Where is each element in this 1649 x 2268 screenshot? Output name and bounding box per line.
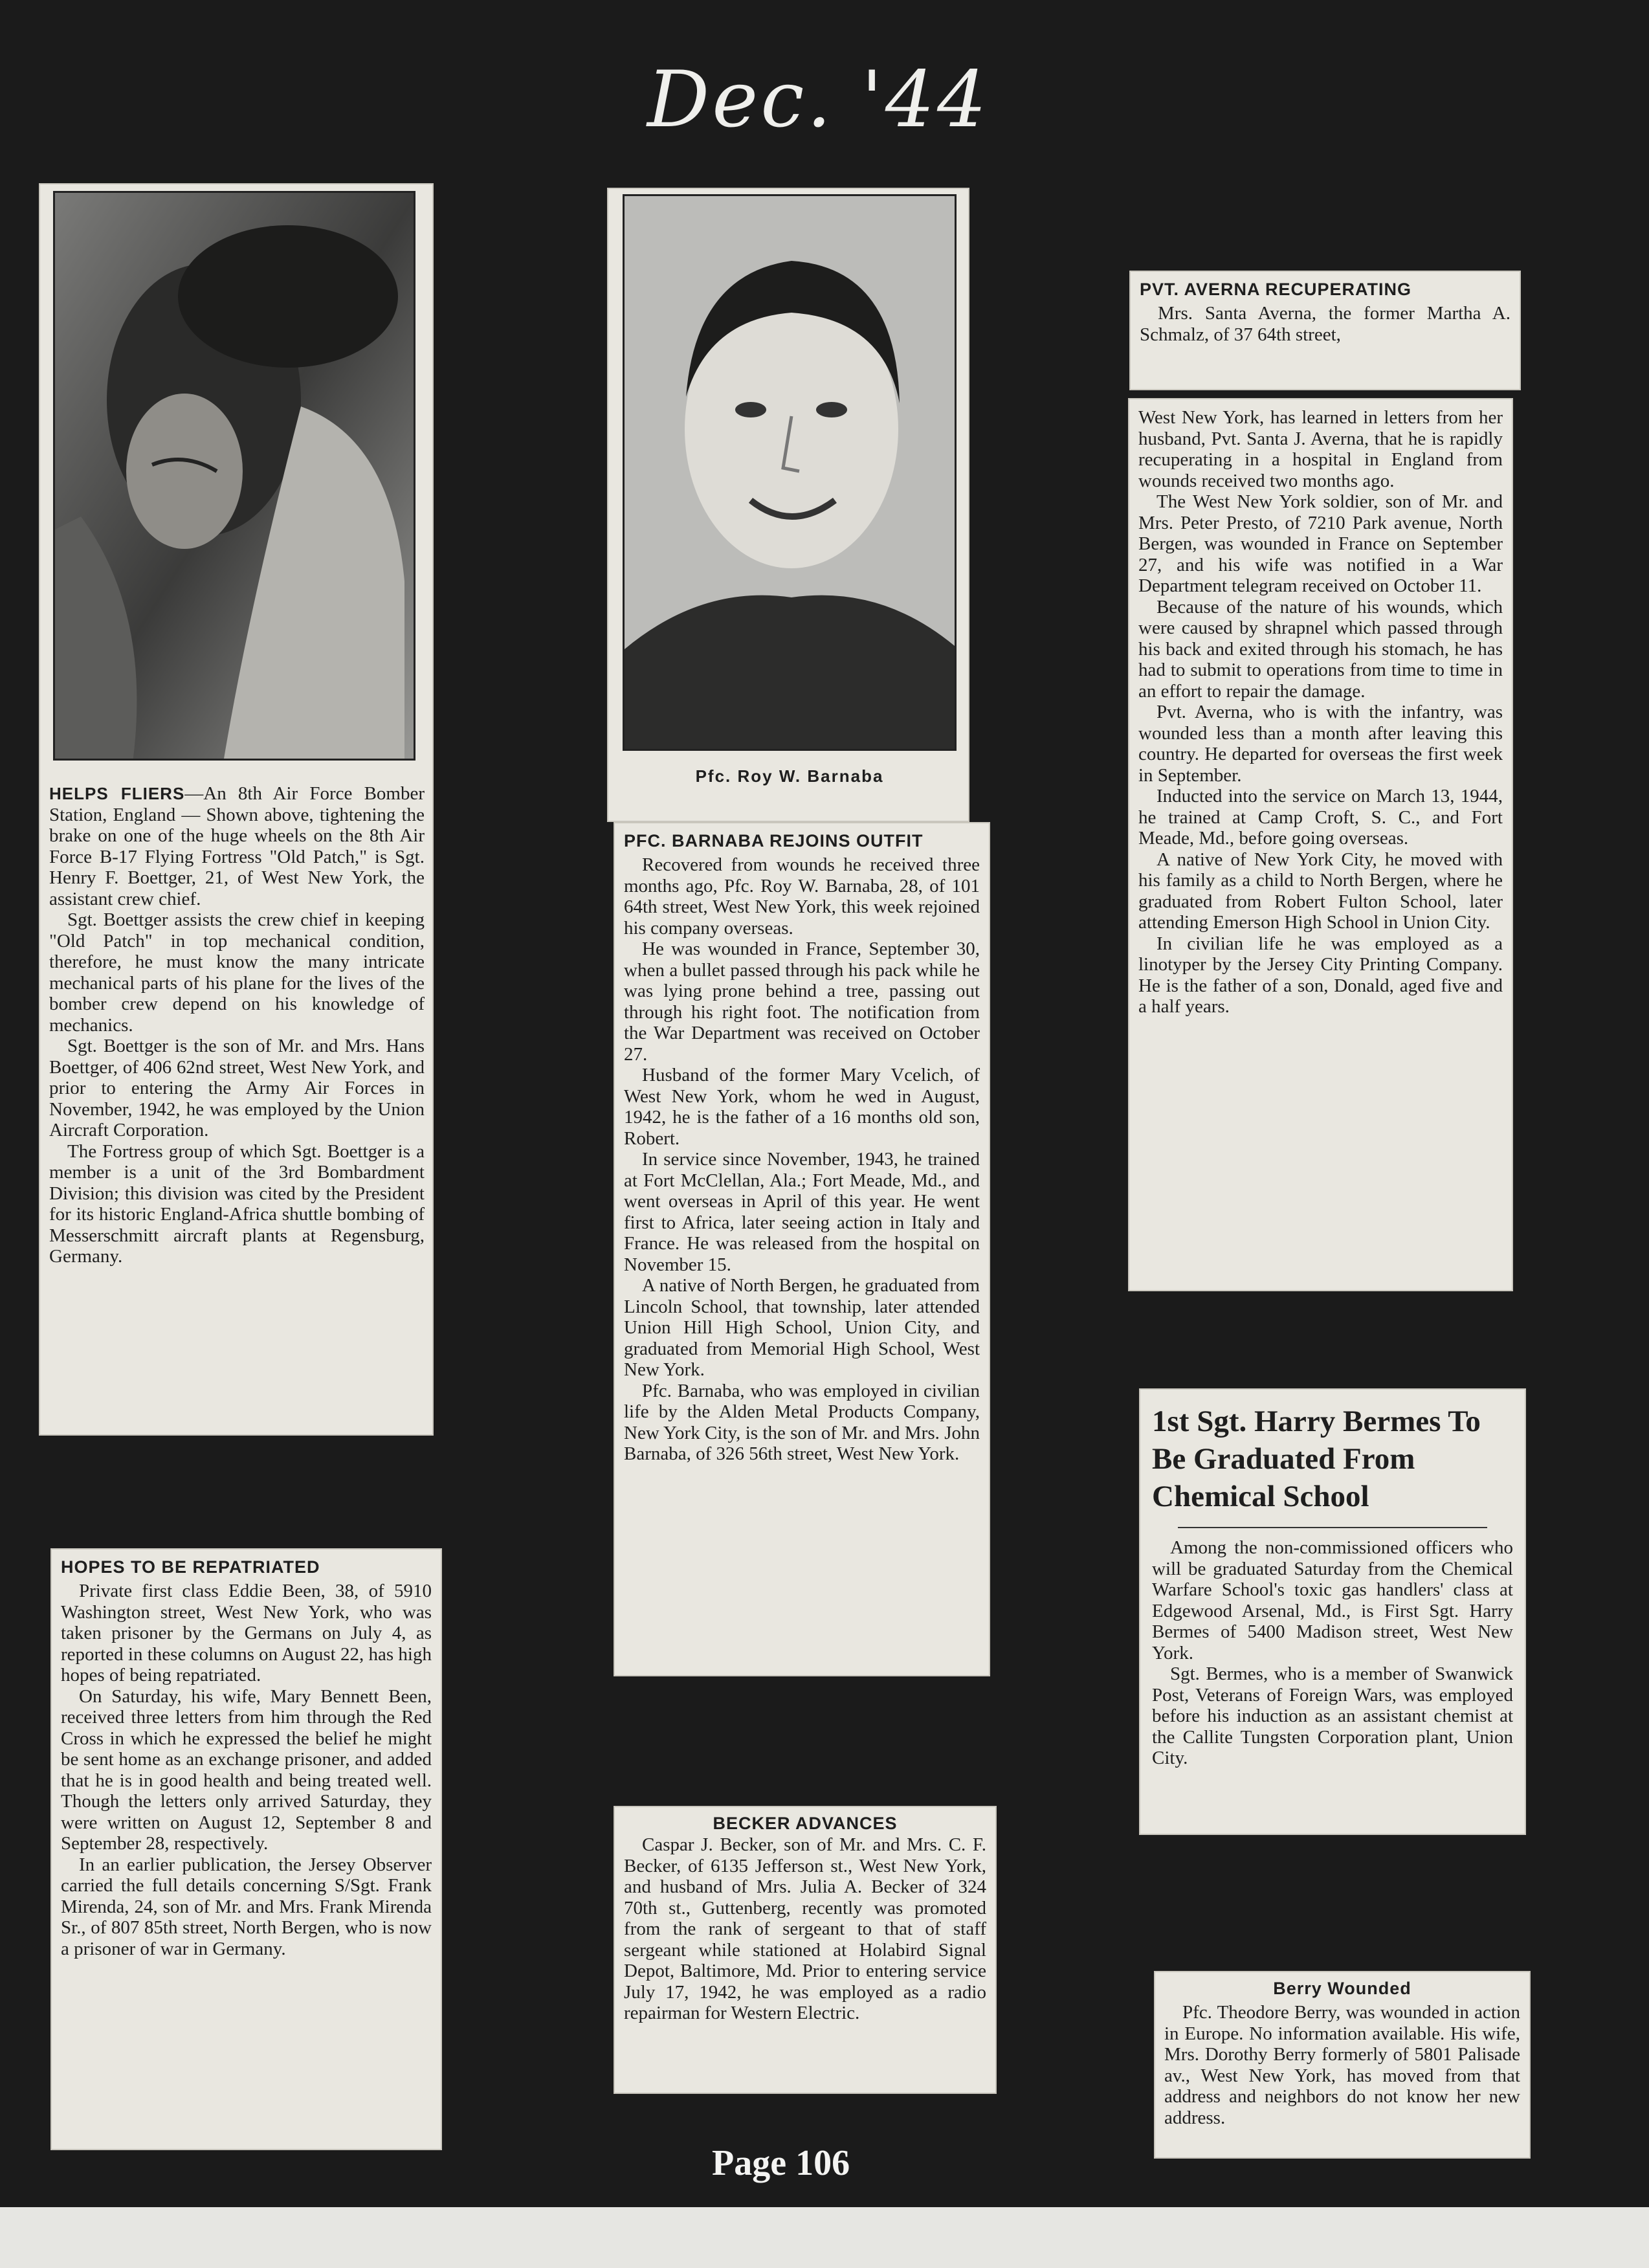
becker-paragraph-1: Caspar J. Becker, son of Mr. and Mrs. C. F. Becker, of 6135 Jefferson st., West New York, and husband of Mrs. Julia A. Becker of 324 70th st., Guttenberg, recently was promoted from the rank of sergeant to that of staff sergeant while stationed at Holabird Signal Depot, Baltimore, Md. Prior to entering service July 17, 1942, he was employed as a radio repairman for Western Electric. [624,1834,986,2023]
averna-article [1128,398,1513,1291]
becker-headline: BECKER ADVANCES [713,1814,898,1833]
averna-paragraph-3: Because of the nature of his wounds, which were caused by shrapnel which passed through his back and exited through his stomach, he has had to submit to operations from time to time in an effort to repair the damage. [1138,596,1503,702]
berry-paragraph-1: Pfc. Theodore Berry, was wounded in action in Europe. No information available. His wife, Mrs. Dorothy Berry formerly of 5801 Palisade av., West New York, has moved from that address and neighbors do not know her new address. [1164,2002,1520,2128]
averna-paragraph-4: Pvt. Averna, who is with the infantry, was wounded less than a month after leaving this country. He departed for overseas the first week in September. [1138,702,1503,786]
helps-fliers-paragraph-2: Sgt. Boettger assists the crew chief in keeping "Old Patch" in top mechanical condition, therefore, he must know the many intricate mechanical parts of his plane for the lives of the bomber crew depend on his knowledge of mechanics. [49,909,425,1036]
barnaba-photo [623,194,957,751]
averna-headline: PVT. AVERNA RECUPERATING [1140,280,1412,299]
averna-paragraph-1: West New York, has learned in letters from her husband, Pvt. Santa J. Averna, that he is rapidly recuperating in a hospital in England from wounds received two months ago. [1138,407,1503,491]
been-article [50,1548,442,2150]
barnaba-photo-image [625,196,957,751]
date-note: Dec. '44 [647,55,990,145]
bermes-headline: 1st Sgt. Harry Bermes To Be Graduated From Chemical School [1152,1405,1481,1513]
barnaba-paragraph-6: Pfc. Barnaba, who was employed in civilian life by the Alden Metal Products Company, New York City, is the son of Mr. and Mrs. John Barnaba, of 326 56th street, West New York. [624,1380,980,1464]
bottom-paper-strip [0,2207,1649,2268]
boettger-photo [53,191,415,761]
barnaba-paragraph-1: Recovered from wounds he received three months ago, Pfc. Roy W. Barnaba, 28, of 101 64th street, West New York, this week rejoined his company overseas. [624,854,980,939]
bermes-article [1139,1388,1526,1835]
helps-fliers-lead: HELPS FLIERS [49,784,185,803]
becker-article [614,1806,997,2094]
page-number: Page 106 [712,2143,850,2183]
berry-article [1154,1971,1531,2159]
averna-paragraph-7: In civilian life he was employed as a linotyper by the Jersey City Printing Company. He is the father of a son, Donald, aged five and a half years. [1138,933,1503,1017]
barnaba-photo-clipping [607,188,969,822]
averna-header-clipping [1129,271,1521,390]
helps-fliers-paragraph-4: The Fortress group of which Sgt. Boettger is a member is a unit of the 3rd Bombardment Division; this division was cited by the President for its historic England-Africa shuttle bombing of Messerschmitt aircraft plants at Regensburg, Germany. [49,1140,425,1267]
bermes-paragraph-2: Sgt. Bermes, who is a member of Swanwick Post, Veterans of Foreign Wars, was employed before his induction as an assistant chemist at the Callite Tungsten Corporation plant, Union City. [1152,1663,1513,1768]
been-headline: HOPES TO BE REPATRIATED [61,1557,320,1577]
barnaba-paragraph-3: Husband of the former Mary Vcelich, of West New York, whom he wed in August, 1942, he is the father of a 16 months old son, Robert. [624,1065,980,1149]
averna-intro: Mrs. Santa Averna, the former Martha A. Schmalz, of 37 64th street, [1140,303,1511,345]
barnaba-paragraph-5: A native of North Bergen, he graduated from Lincoln School, that township, later attended Union Hill High School, Union City, and graduated from Memorial High School, West New York. [624,1275,980,1380]
barnaba-photo-caption: Pfc. Roy W. Barnaba [695,766,884,786]
boettger-photo-image [55,193,415,761]
barnaba-paragraph-4: In service since November, 1943, he trained at Fort McClellan, Ala.; Fort Meade, Md., and went overseas in April of this year. He went first to Africa, later seeing action in Italy and France. He was released from the hospital on November 15. [624,1149,980,1275]
boettger-clipping [39,183,434,1436]
been-paragraph-2: On Saturday, his wife, Mary Bennett Been, received three letters from him through the Red Cross in which he expressed the belief he might be sent home as an exchange prisoner, and added that he is in good health and being treated well. Though the letters only arrived Saturday, they were written on August 12, September 8 and September 28, respectively. [61,1685,432,1854]
been-paragraph-3: In an earlier publication, the Jersey Observer carried the full details concerning S/Sgt. Frank Mirenda, 24, son of Mr. and Mrs. Frank Mirenda Sr., of 807 85th street, North Bergen, who is now a prisoner of war in Germany. [61,1854,432,1959]
barnaba-article [614,822,990,1676]
bermes-paragraph-1: Among the non-commissioned officers who will be graduated Saturday from the Chemical Warfare School's toxic gas handlers' class at Edgewood Arsenal, Md., is First Sgt. Harry Bermes of 5400 Madison street, West New York. [1152,1537,1513,1663]
averna-paragraph-6: A native of New York City, he moved with his family as a child to North Bergen, where he graduated from Robert Fulton School, later attending Emerson High School in Union City. [1138,849,1503,933]
bermes-divider [1178,1527,1487,1528]
averna-paragraph-2: The West New York soldier, son of Mr. and Mrs. Peter Presto, of 7210 Park avenue, North Bergen, was wounded in France on September 27, and his wife was notified in a War Department telegram received on October 11. [1138,491,1503,596]
helps-fliers-paragraph-1: —An 8th Air Force Bomber Station, England — Shown above, tightening the brake on one of the huge wheels on the 8th Air Force B-17 Flying Fortress "Old Patch," is Sgt. Henry F. Boettger, 21, of West New York, the assistant crew chief. [49,783,425,909]
helps-fliers-paragraph-3: Sgt. Boettger is the son of Mr. and Mrs. Hans Boettger, of 406 62nd street, West New York, and prior to entering the Army Air Forces in November, 1942, he was employed by the Union Aircraft Corporation. [49,1036,425,1140]
been-paragraph-1: Private first class Eddie Been, 38, of 5910 Washington street, West New York, who was taken prisoner by the Germans on July 4, as reported in these columns on August 22, has high hopes of being repatriated. [61,1581,432,1685]
averna-paragraph-5: Inducted into the service on March 13, 1944, he trained at Camp Croft, S. C., and Fort Meade, Md., before going overseas. [1138,786,1503,849]
barnaba-headline: PFC. BARNABA REJOINS OUTFIT [624,831,924,850]
barnaba-paragraph-2: He was wounded in France, September 30, when a bullet passed through his pack while he was lying prone behind a tree, passing out through his right foot. The notification from the War Department was received on October 27. [624,939,980,1065]
berry-headline: Berry Wounded [1273,1979,1411,1998]
